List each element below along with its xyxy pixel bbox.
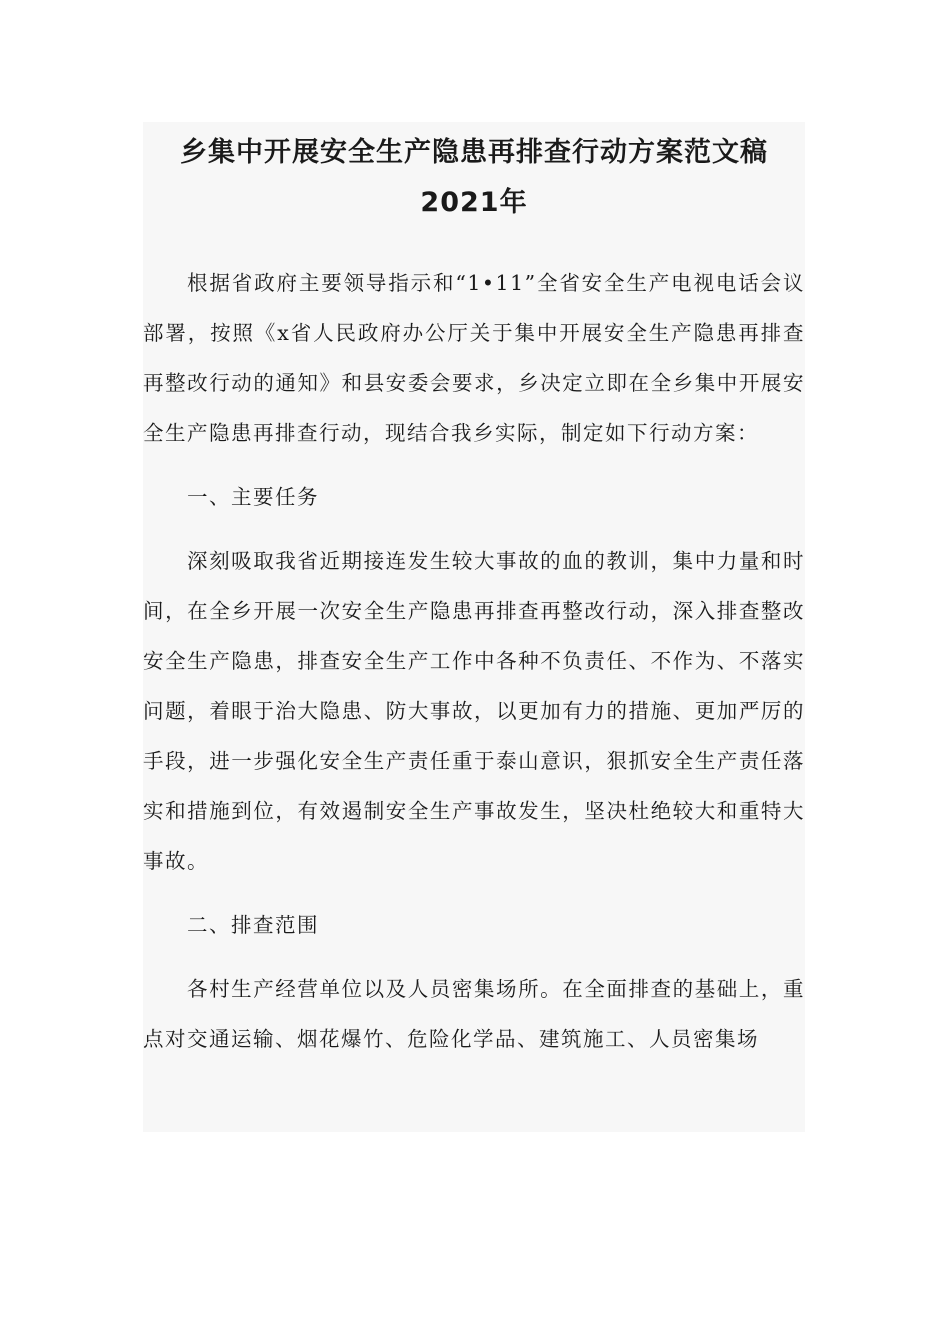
section-paragraph-main-tasks: 深刻吸取我省近期接连发生较大事故的血的教训，集中力量和时间，在全乡开展一次安全生产隐患再排查再整改行动，深入排查整改安全生产隐患，排查安全生产工作中各种不负责任、不作为、不落实问题，着眼于治大隐患、防大事故，以更加有力的措施、更加严厉的手段，进一步强化安全生产责任重于泰山意识，狠抓安全生产责任落实和措施到位，有效遏制安全生产事故发生，坚决杜绝较大和重特大事故。: [143, 549, 805, 873]
section-paragraph-scope: 各村生产经营单位以及人员密集场所。在全面排查的基础上，重点对交通运输、烟花爆竹、危险化学品、建筑施工、人员密集场: [143, 977, 805, 1051]
section-heading-scope: 二、排查范围: [187, 913, 319, 937]
section-heading-main-tasks: 一、主要任务: [187, 485, 319, 509]
document-title: [143, 122, 805, 224]
intro-paragraph: 根据省政府主要领导指示和“1•11”全省安全生产电视电话会议部署，按照《x省人民政府办公厅关于集中开展安全生产隐患再排查再整改行动的通知》和县安委会要求，乡决定立即在全乡集中开展安全生产隐患再排查行动，现结合我乡实际，制定如下行动方案：: [143, 271, 805, 445]
title-line-2: 2021年: [420, 187, 528, 218]
title-line-1: 乡集中开展安全生产隐患再排查行动方案范文稿: [180, 137, 768, 168]
document-body: [143, 258, 805, 1064]
document-page: [143, 122, 805, 1132]
